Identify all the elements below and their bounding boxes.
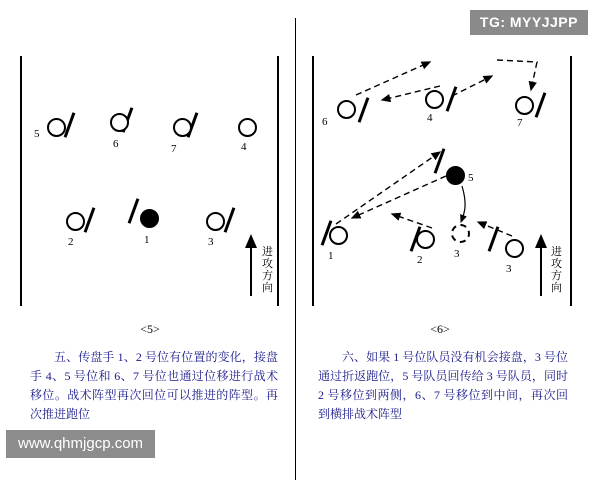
player-marker-ball <box>140 209 159 228</box>
player-label: 3 <box>454 248 460 260</box>
panel-caption: <6> <box>430 322 450 336</box>
player-marker <box>238 118 257 137</box>
player-label: 7 <box>171 143 177 155</box>
player-label: 1 <box>144 234 150 246</box>
paddle-bar <box>128 198 140 223</box>
player-label: 5 <box>468 172 474 184</box>
player-marker <box>110 113 129 132</box>
player-marker <box>505 239 524 258</box>
direction-label: 进攻方向 <box>262 246 273 294</box>
player-label: 3 <box>506 263 512 275</box>
paddle-bar <box>446 86 458 111</box>
player-label: 2 <box>417 254 423 266</box>
url-watermark: www.qhmjgcp.com <box>6 430 155 458</box>
panel-5-description: 五、传盘手 1、2 号位有位置的变化，接盘手 4、5 号位和 6、7 号位也通过位移进行战术移位。战术阵型再次回位可以推进的阵型。再次推进跑位 <box>30 350 278 421</box>
direction-label: 进攻方向 <box>551 246 562 294</box>
player-marker <box>337 100 356 119</box>
player-marker <box>329 226 348 245</box>
player-marker-target <box>451 224 470 243</box>
player-marker <box>416 230 435 249</box>
player-label: 4 <box>427 112 433 124</box>
panel-6-description: 六、如果 1 号位队员没有机会接盘，3 号位通过折返跑位，5 号队员回传给 3 号队员，同时 2 号移位到两侧，6、7 号移位到中间，再次回到横排战术阵型 <box>318 350 568 421</box>
player-marker <box>66 212 85 231</box>
player-marker <box>425 90 444 109</box>
court-sideline-left <box>312 56 314 306</box>
player-label: 7 <box>517 117 523 129</box>
player-label: 6 <box>322 116 328 128</box>
paddle-bar <box>224 207 236 232</box>
telegram-watermark: TG: MYYJJPP <box>470 10 588 35</box>
player-marker <box>515 96 534 115</box>
court-sideline-right <box>277 56 279 306</box>
paddle-bar <box>358 97 370 122</box>
player-marker <box>47 118 66 137</box>
court-sideline-left <box>20 56 22 306</box>
paddle-bar <box>488 226 500 251</box>
paddle-bar <box>535 92 547 117</box>
panel-divider <box>295 18 296 480</box>
player-label: 4 <box>241 141 247 153</box>
player-label: 2 <box>68 236 74 248</box>
panel-caption: <5> <box>140 322 160 336</box>
player-marker <box>206 212 225 231</box>
player-label: 3 <box>208 236 214 248</box>
paddle-bar <box>84 207 96 232</box>
player-marker-ball <box>446 166 465 185</box>
player-label: 5 <box>34 128 40 140</box>
player-label: 1 <box>328 250 334 262</box>
court-sideline-right <box>570 56 572 306</box>
player-marker <box>173 118 192 137</box>
player-label: 6 <box>113 138 119 150</box>
paddle-bar <box>434 148 446 173</box>
